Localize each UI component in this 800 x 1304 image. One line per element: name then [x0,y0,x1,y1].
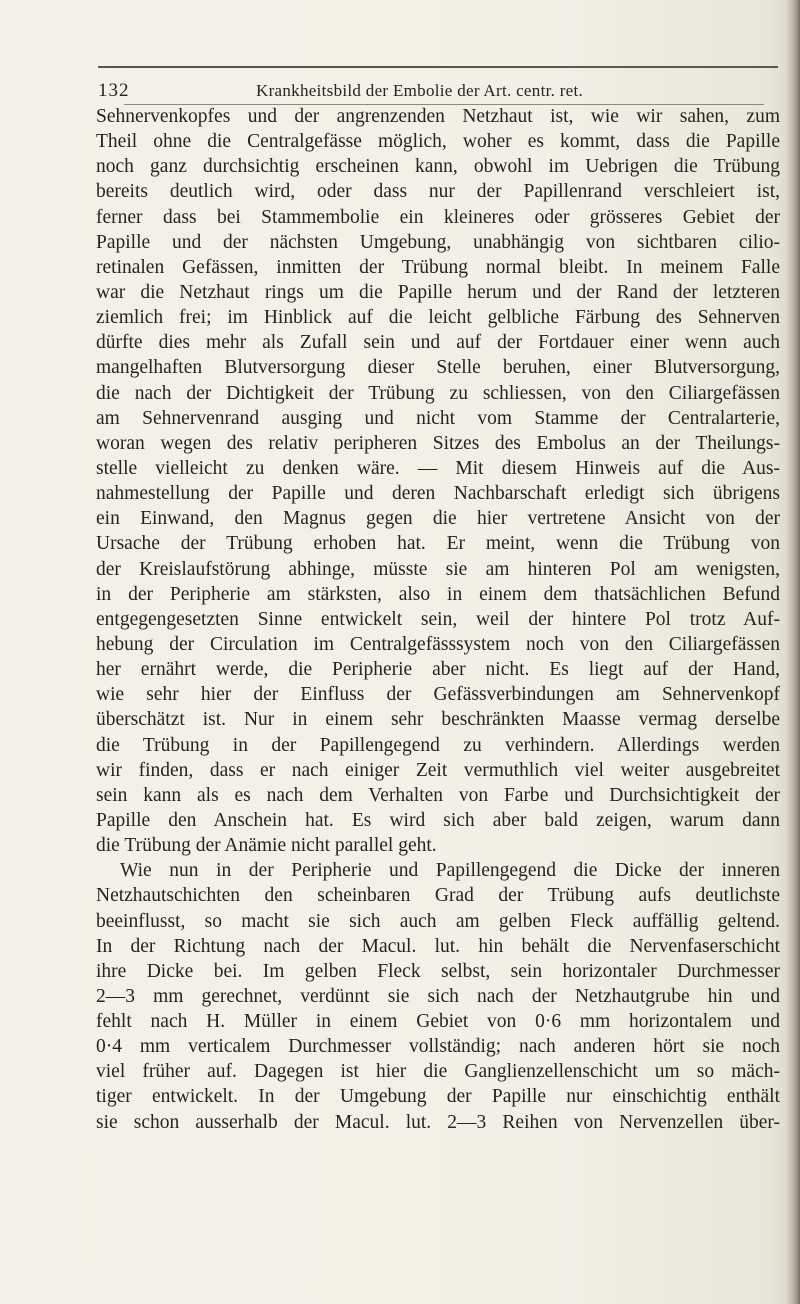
text-line: Netzhautschichten den scheinbaren Grad der Trübung aufs deutlichste [96,885,780,907]
text-line: Wie nun in der Peripherie und Papillengegend die Dicke der inneren [120,860,780,882]
text-line: dürfte dies mehr als Zufall sein und auf der Fortdauer einer wenn auch [96,332,780,354]
text-line: Theil ohne die Centralgefässe möglich, woher es kommt, dass die Papille [96,131,780,153]
text-line: noch ganz durchsichtig erscheinen kann, obwohl im Uebrigen die Trübung [96,156,780,178]
text-line: hebung der Circulation im Centralgefässsystem noch von den Ciliargefässen [96,633,780,655]
page-edge-shadow [786,0,800,1304]
text-line: viel früher auf. Dagegen ist hier die Ganglienzellenschicht um so mäch- [96,1061,780,1083]
text-line: ziemlich frei; im Hinblick auf die leicht gelbliche Färbung des Sehnerven [96,307,780,329]
text-line: fehlt nach H. Müller in einem Gebiet von 0·6 mm horizontalem und [96,1011,780,1033]
header-top-rule [98,66,778,68]
text-line: der Kreislaufstörung abhinge, müsste sie am hinteren Pol am wenigsten, [96,558,780,580]
text-line: Papille und der nächsten Umgebung, unabhängig von sichtbaren cilio- [96,231,780,253]
text-line: wie sehr hier der Einfluss der Gefässverbindungen am Sehnervenkopf [96,684,780,706]
text-line: am Sehnervenrand ausging und nicht vom Stamme der Centralarterie, [96,407,780,429]
text-line: beeinflusst, so macht sie sich auch am gelben Fleck auffällig geltend. [96,910,780,932]
text-line: Papille den Anschein hat. Es wird sich aber bald zeigen, warum dann [96,809,780,831]
text-line: sein kann als es nach dem Verhalten von Farbe und Durchsichtigkeit der [96,784,780,806]
page-number: 132 [98,80,130,101]
text-line: sie schon ausserhalb der Macul. lut. 2—3 Reihen von Nervenzellen über- [96,1111,780,1133]
text-line: nahmestellung der Papille und deren Nachbarschaft erledigt sich übrigens [96,483,780,505]
running-title: Krankheitsbild der Embolie der Art. centr. ret. [256,81,584,100]
text-line: ein Einwand, den Magnus gegen die hier vertretene Ansicht von der [96,508,780,530]
text-line: wir finden, dass er nach einiger Zeit vermuthlich viel weiter ausgebreitet [96,759,780,781]
text-line: Ursache der Trübung erhoben hat. Er meint, wenn die Trübung von [96,533,780,555]
text-line: stelle vielleicht zu denken wäre. — Mit diesem Hinweis auf die Aus- [96,457,780,479]
text-line: die Trübung der Anämie nicht parallel geht. [96,835,437,857]
text-line: ihre Dicke bei. Im gelben Fleck selbst, sein horizontaler Durchmesser [96,960,780,982]
text-line: woran wegen des relativ peripheren Sitzes des Embolus an der Theilungs- [96,432,780,454]
text-line: tiger entwickelt. In der Umgebung der Papille nur einschichtig enthält [96,1086,780,1108]
text-line: 2—3 mm gerechnet, verdünnt sie sich nach der Netzhautgrube hin und [96,985,780,1007]
text-line: die Trübung in der Papillengegend zu verhindern. Allerdings werden [96,734,780,756]
text-line: war die Netzhaut rings um die Papille herum und der Rand der letzteren [96,281,780,303]
text-line: retinalen Gefässen, inmitten der Trübung normal bleibt. In meinem Falle [96,256,780,278]
text-line: mangelhaften Blutversorgung dieser Stelle beruhen, einer Blutversorgung, [96,357,780,379]
text-line: überschätzt ist. Nur in einem sehr beschränkten Maasse vermag derselbe [96,709,780,731]
text-line: 0·4 mm verticalem Durchmesser vollständig; nach anderen hört sie noch [96,1036,780,1058]
page-header [98,80,778,104]
body-text [96,104,780,1135]
text-line: her ernährt werde, die Peripherie aber nicht. Es liegt auf der Hand, [96,659,780,681]
text-line: ferner dass bei Stammembolie ein kleineres oder grösseres Gebiet der [96,206,780,228]
text-line: bereits deutlich wird, oder dass nur der Papillenrand verschleiert ist, [96,181,780,203]
text-line: Sehnervenkopfes und der angrenzenden Netzhaut ist, wie wir sahen, zum [96,106,780,127]
text-line: entgegengesetzten Sinne entwickelt sein, weil der hintere Pol trotz Auf- [96,608,780,630]
text-line: in der Peripherie am stärksten, also in einem dem thatsächlichen Befund [96,583,780,605]
text-line: die nach der Dichtigkeit der Trübung zu schliessen, von den Ciliargefässen [96,382,780,404]
text-line: In der Richtung nach der Macul. lut. hin behält die Nervenfaserschicht [96,935,780,957]
